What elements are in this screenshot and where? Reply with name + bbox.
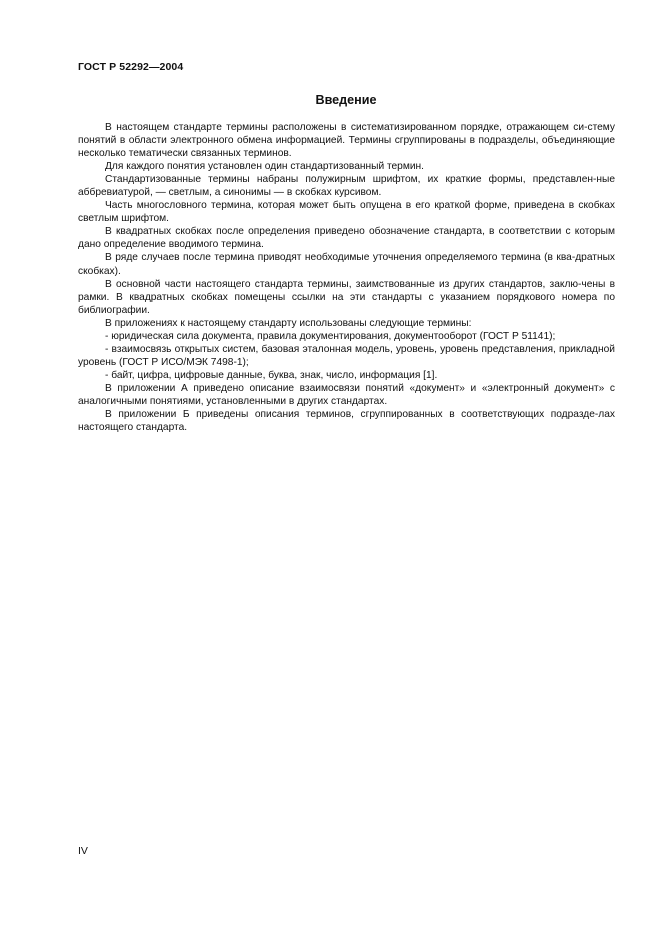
paragraph: В приложении Б приведены описания терминов, сгруппированных в соответствующих подразде-лах настоящего стандарта. [78, 409, 615, 434]
document-header: ГОСТ Р 52292—2004 [78, 61, 184, 73]
list-item: - взаимосвязь открытых систем, базовая эталонная модель, уровень, уровень представления, прикладной уровень (ГОСТ Р ИСО/МЭК 7498-1); [78, 343, 615, 368]
page-number: IV [78, 845, 88, 857]
paragraph: В приложении А приведено описание взаимосвязи понятий «документ» и «электронный документ» с аналогичными понятиями, установленными в других стандартах. [78, 382, 615, 407]
paragraph: В ряде случаев после термина приводят необходимые уточнения определяемого термина (в ква-дратных скобках). [78, 252, 615, 277]
paragraph: Стандартизованные термины набраны полужирным шрифтом, их краткие формы, представлен-ные аббревиатурой, — светлым, а синонимы — в скобках курсивом. [78, 174, 615, 199]
paragraph: В основной части настоящего стандарта термины, заимствованные из других стандартов, заклю-чены в рамки. В квадратных скобках помещены ссылки на эти стандарты с указанием порядкового номера по библиографии. [78, 278, 615, 316]
paragraph: Часть многословного термина, которая может быть опущена в его краткой форме, приведена в скобках светлым шрифтом. [78, 200, 615, 225]
list-item: - юридическая сила документа, правила документирования, документооборот (ГОСТ Р 51141); [105, 330, 556, 342]
paragraph: В приложениях к настоящему стандарту использованы следующие термины: [105, 317, 472, 329]
section-title: Введение [315, 93, 377, 107]
list-item: - байт, цифра, цифровые данные, буква, знак, число, информация [1]. [105, 369, 438, 381]
paragraph: Для каждого понятия установлен один стандартизованный термин. [105, 161, 424, 173]
paragraph: В квадратных скобках после определения приведено обозначение стандарта, в соответствии с которым дано определение вводимого термина. [78, 226, 615, 251]
section-body [78, 121, 615, 434]
paragraph: В настоящем стандарте термины расположены в систематизированном порядке, отражающем си-стему понятий в области электронного обмена информацией. Термины сгруппированы в подразделы, объединяющие несколько тематически связанных терминов. [78, 122, 615, 160]
